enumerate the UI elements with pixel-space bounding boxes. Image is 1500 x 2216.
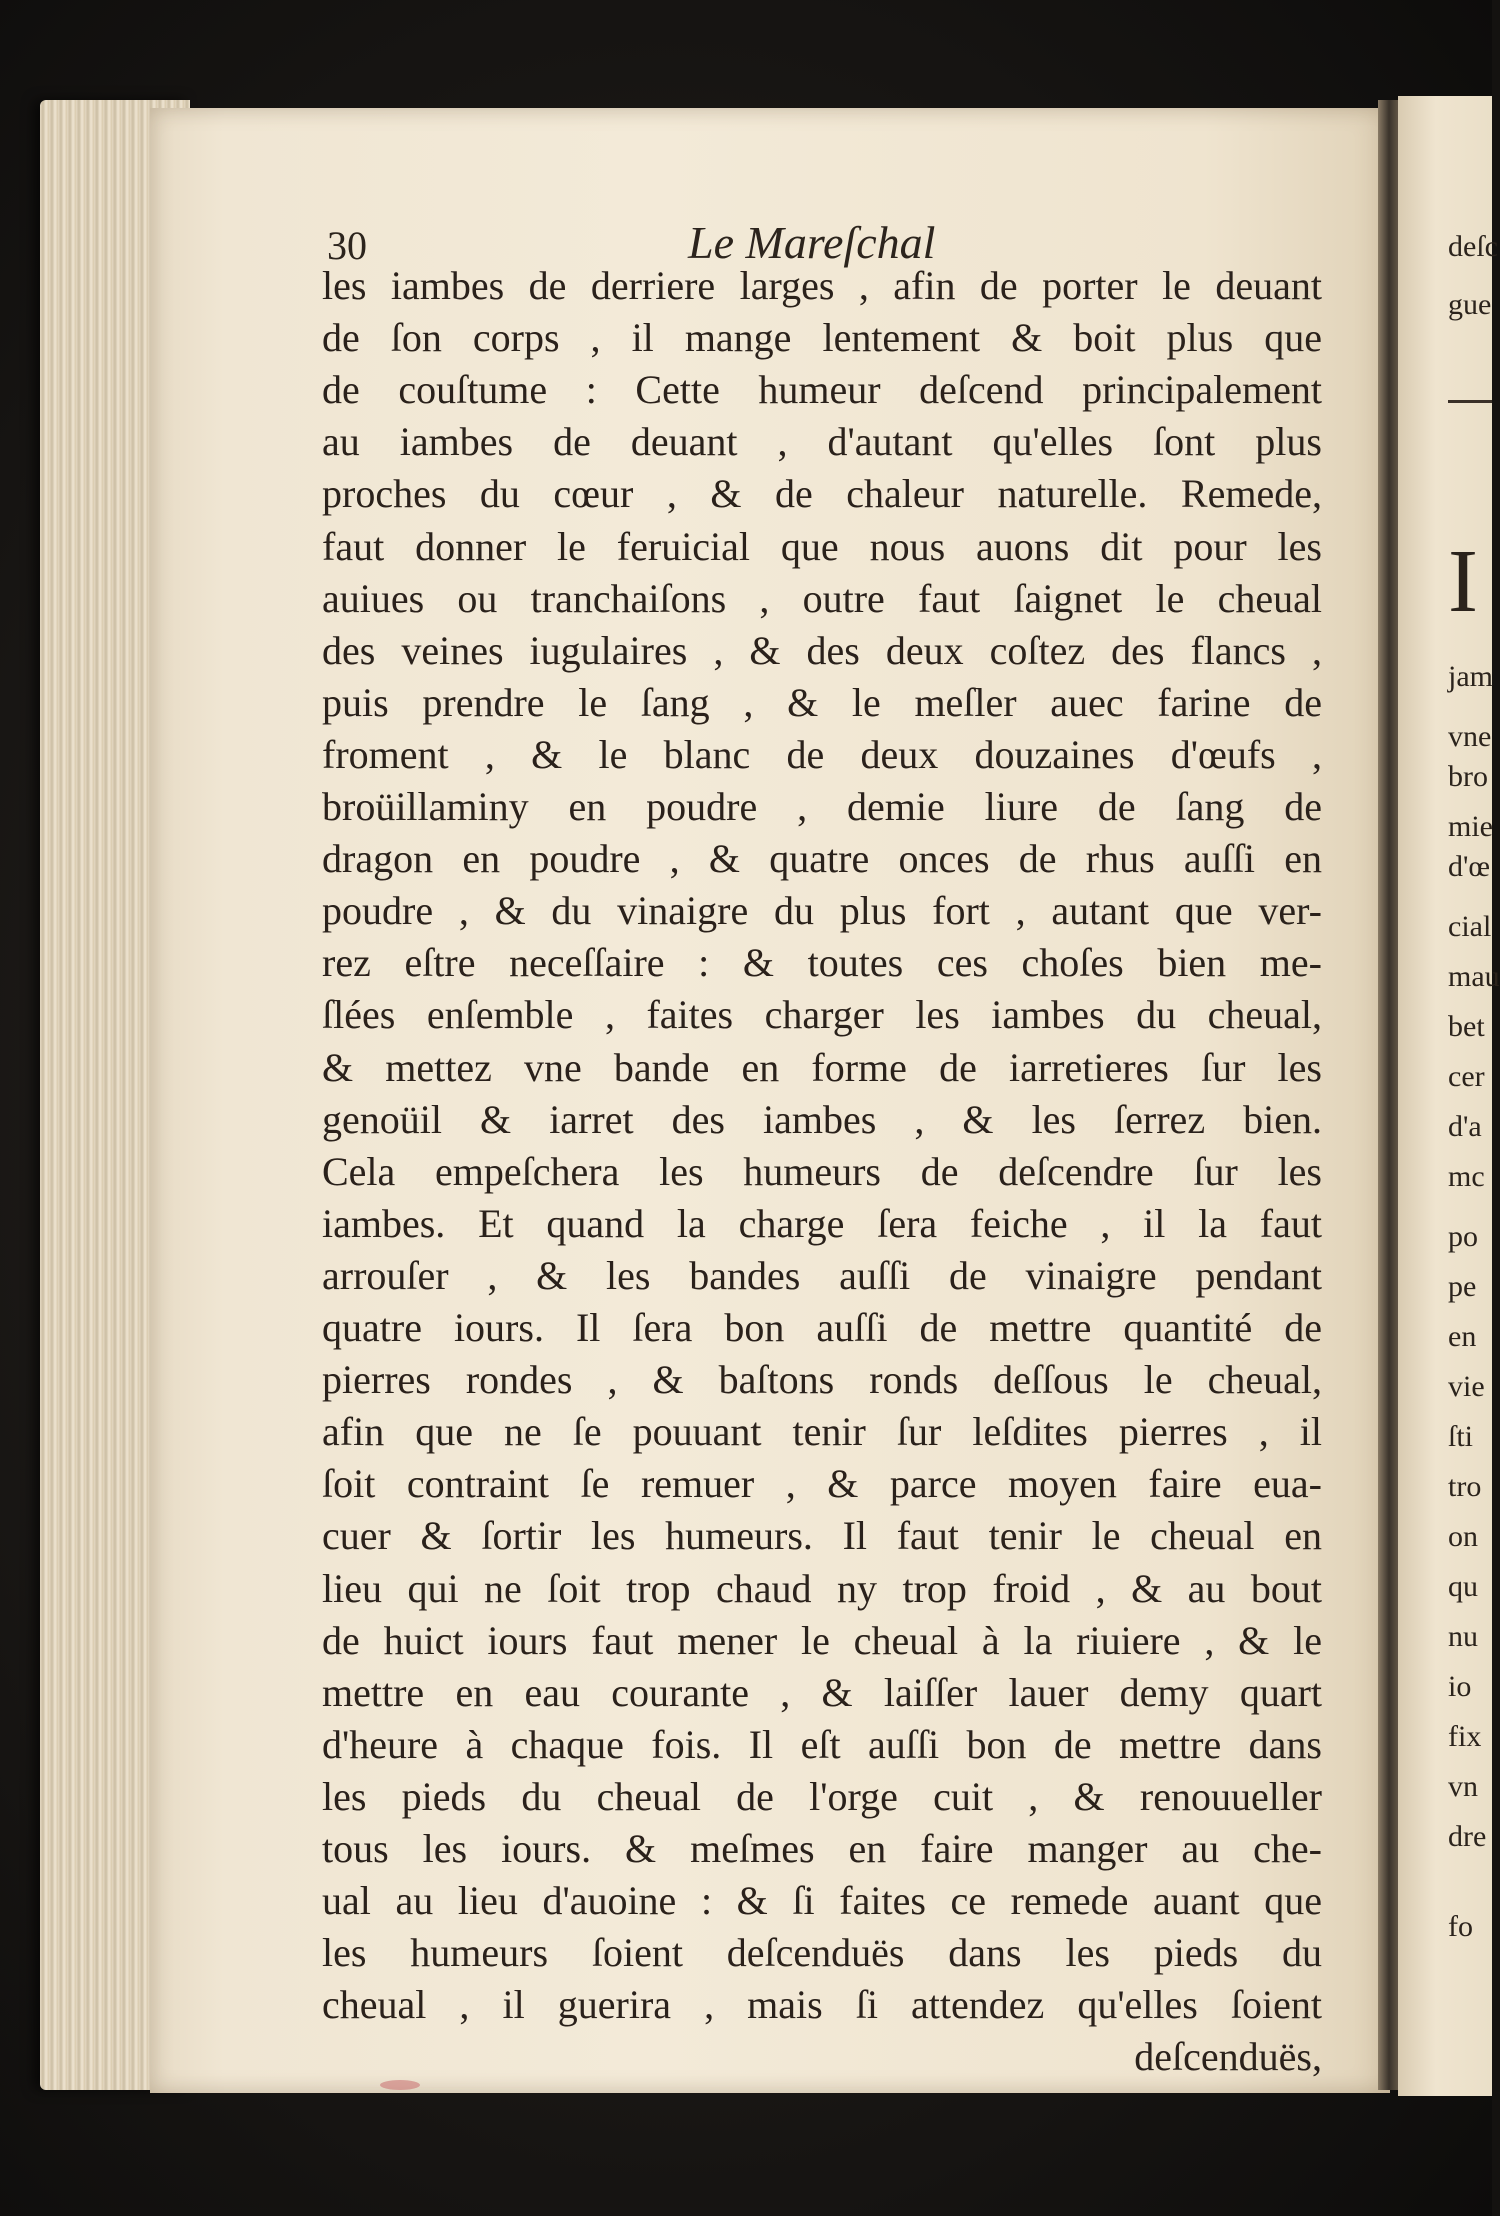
facing-text-fragment: gue	[1448, 288, 1492, 321]
facing-text-fragment: mc	[1448, 1160, 1485, 1193]
facing-text-fragment: jam	[1448, 660, 1493, 693]
facing-text-fragment: mie	[1448, 810, 1493, 843]
text-line: ſlées enſemble , faites charger les iambes du cheual,	[322, 992, 1322, 1038]
text-line: faut donner le feruicial que nous auons dit pour les	[322, 523, 1322, 569]
text-line: cuer & ſortir les humeurs. Il faut tenir le cheual en	[322, 1513, 1322, 1559]
facing-text-fragment: fix	[1448, 1720, 1482, 1753]
facing-text-fragment: po	[1448, 1220, 1478, 1253]
text-line: iambes. Et quand la charge ſera feiche , il la faut	[322, 1200, 1322, 1246]
text-line: de ſon corps , il mange lentement & boit plus que	[322, 315, 1322, 361]
facing-text-fragment: tro	[1448, 1470, 1482, 1503]
text-line: pierres rondes , & baſtons ronds deſſous le cheual,	[322, 1357, 1322, 1403]
facing-text-fragment: cer	[1448, 1060, 1485, 1093]
catchword: deſcenduës,	[1134, 2034, 1322, 2080]
facing-text-fragment: ſti	[1448, 1420, 1474, 1453]
page-stain	[380, 2080, 420, 2090]
facing-text-fragment: fo	[1448, 1910, 1473, 1943]
text-line: tous les iours. & meſmes en faire manger au che-	[322, 1826, 1322, 1871]
facing-text-fragment: d'œ	[1448, 850, 1491, 883]
facing-text-fragment: qu	[1448, 1570, 1478, 1603]
text-line: quatre iours. Il ſera bon auſſi de mettre quantité de	[322, 1305, 1322, 1350]
text-line: arrouſer , & les bandes auſſi de vinaigre pendant	[322, 1252, 1322, 1298]
text-line: d'heure à chaque fois. Il eſt auſſi bon de mettre dans	[322, 1721, 1322, 1767]
text-line: froment , & le blanc de deux douzaines d'œufs ,	[322, 731, 1322, 777]
facing-text-fragment: d'a	[1448, 1110, 1482, 1143]
text-line: ual au lieu d'auoine : & ſi faites ce remede auant que	[322, 1878, 1322, 1924]
text-line: des veines iugulaires , & des deux coſtez des flancs ,	[322, 627, 1322, 673]
text-line: proches du cœur , & de chaleur naturelle. Remede,	[322, 471, 1322, 517]
facing-text-fragment: dre	[1448, 1820, 1487, 1853]
text-line: cheual , il guerira , mais ſi attendez qu'elles ſoient	[322, 1982, 1322, 2028]
facing-text-fragment: vie	[1448, 1370, 1485, 1403]
text-line: ſoit contraint ſe remuer , & parce moyen faire eua-	[322, 1461, 1322, 1507]
text-line: genoüil & iarret des iambes , & les ſerrez bien.	[322, 1096, 1322, 1142]
text-line: au iambes de deuant , d'autant qu'elles ſont plus	[322, 419, 1322, 465]
facing-text-fragment: I	[1448, 532, 1478, 631]
page-number: 30	[327, 223, 367, 268]
running-title: Le Mareſchal	[688, 217, 936, 268]
facing-text-fragment: on	[1448, 1520, 1478, 1553]
text-line: les pieds du cheual de l'orge cuit , & renouueller	[322, 1773, 1322, 1819]
text-line: les humeurs ſoient deſcenduës dans les pieds du	[322, 1930, 1322, 1976]
text-line: lieu qui ne ſoit trop chaud ny trop froid , & au bout	[322, 1565, 1322, 1611]
facing-rule	[1448, 400, 1492, 403]
text-line: poudre , & du vinaigre du plus fort , autant que ver-	[322, 888, 1322, 934]
facing-text-fragment: nu	[1448, 1620, 1478, 1653]
text-line: auiues ou tranchaiſons , outre faut ſaignet le cheual	[322, 575, 1322, 621]
facing-text-fragment: vn	[1448, 1770, 1478, 1803]
text-line: broüillaminy en poudre , demie liure de ſang de	[322, 784, 1322, 829]
facing-text-fragment: mau	[1448, 960, 1500, 993]
text-line: rez eſtre neceſſaire : & toutes ces choſes bien me-	[322, 940, 1322, 986]
facing-text-fragment: en	[1448, 1320, 1477, 1353]
text-line: de huict iours faut mener le cheual à la riuiere , & le	[322, 1617, 1322, 1663]
text-line: de couſtume : Cette humeur deſcend principalement	[322, 367, 1322, 413]
facing-text-fragment: bet	[1448, 1010, 1485, 1043]
facing-text-fragment: vne	[1448, 720, 1492, 753]
text-line: & mettez vne bande en forme de iarretieres ſur les	[322, 1044, 1322, 1090]
text-line: les iambes de derriere larges , afin de porter le deuant	[322, 263, 1322, 308]
facing-text-fragment: bro	[1448, 760, 1488, 793]
text-line: puis prendre le ſang , & le meſler auec farine de	[322, 679, 1322, 725]
text-line: mettre en eau courante , & laiſſer lauer demy quart	[322, 1669, 1322, 1715]
text-line: Cela empeſchera les humeurs de deſcendre ſur les	[322, 1148, 1322, 1194]
facing-text-fragment: io	[1448, 1670, 1472, 1703]
text-line: afin que ne ſe pouuant tenir ſur leſdites pierres , il	[322, 1409, 1322, 1455]
facing-text-fragment: deſc	[1448, 230, 1498, 263]
facing-text-fragment: pe	[1448, 1270, 1477, 1303]
book-gutter	[1378, 100, 1400, 2090]
text-line: dragon en poudre , & quatre onces de rhus auſſi en	[322, 836, 1322, 882]
facing-text-fragment: cial	[1448, 910, 1492, 943]
